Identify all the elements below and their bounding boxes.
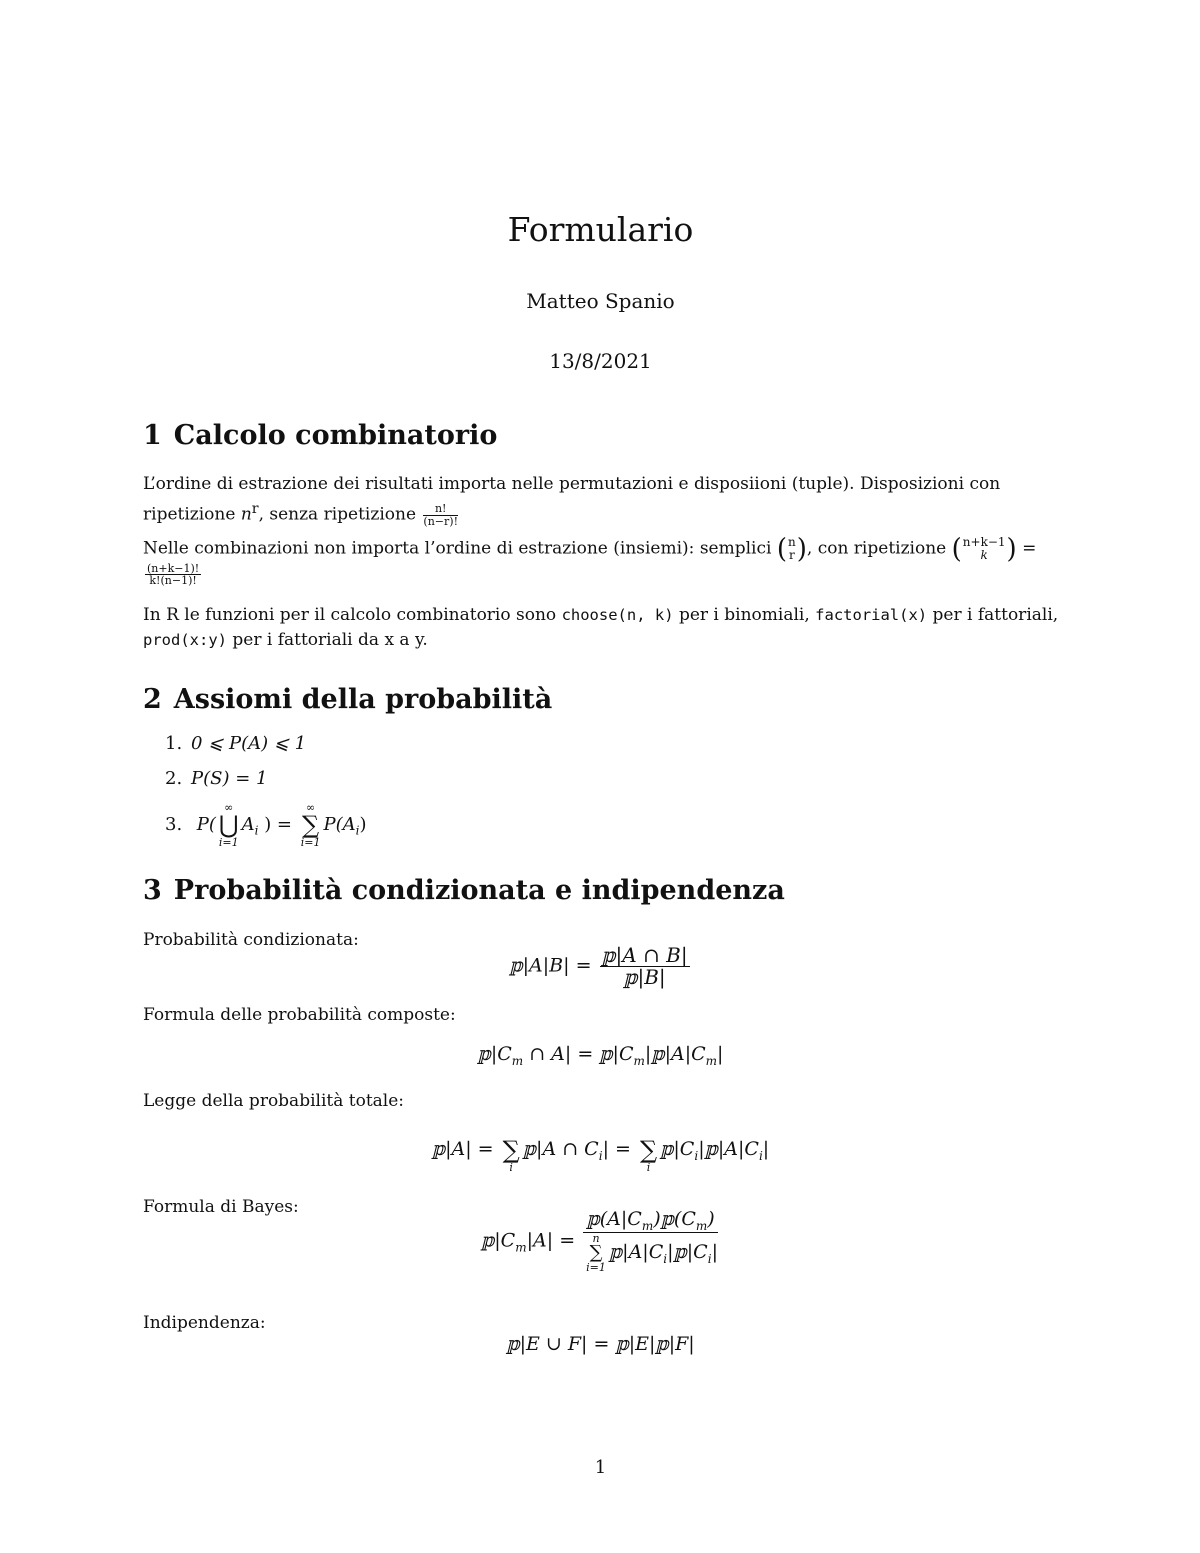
- document-page: [143, 0, 1063, 1553]
- section-heading-3: [143, 875, 785, 906]
- formula-conditional: 𝕡|A|B| = $\frac{\text{𝕡|A ∩ B|}}{\text{𝕡|B|}}$: [509, 943, 688, 989]
- text: , con ripetizione: [806, 538, 947, 559]
- formula-bayes: $𝕡|C_m|A|$ = $𝕡(A|C_m)𝕡(C_m)$ n ∑ i=1 $𝕡|A|C_i|𝕡|C_i|$: [481, 1208, 718, 1275]
- paragraph-combinazioni: [143, 532, 1061, 588]
- math-var: n: [240, 504, 252, 525]
- label-total: Legge della probabilità totale:: [143, 1091, 405, 1111]
- document-title: Formulario: [507, 210, 694, 249]
- fraction: $\frac{\text{𝕡|A ∩ B|}}{\text{𝕡|B|}}$: [601, 943, 688, 989]
- union-operator: ∞ ⋃ i=1: [218, 801, 239, 849]
- document-date: 13/8/2021: [549, 349, 652, 373]
- label-bayes: Formula di Bayes:: [143, 1197, 299, 1217]
- fraction: $\frac{n!}{(n-r)!}$: [423, 502, 458, 528]
- code: prod(x:y): [143, 631, 227, 649]
- formula-independence: 𝕡|E ∪ F| = 𝕡|E|𝕡|F|: [506, 1333, 695, 1355]
- section-title: Probabilità condizionata e indipendenza: [173, 875, 785, 906]
- label-conditional: Probabilità condizionata:: [143, 930, 359, 950]
- label-independence: Indipendenza:: [143, 1313, 266, 1333]
- section-number: 1: [143, 420, 162, 451]
- list-item: 1. 0 ⩽ P(A) ⩽ 1: [165, 733, 307, 754]
- document-author: Matteo Spanio: [526, 289, 675, 313]
- section-heading-1: [143, 420, 497, 451]
- sum-operator: ∞ ∑ i=1: [300, 801, 321, 849]
- formula-composite: $𝕡|C_m$ ∩ $A| = 𝕡|C_m|𝕡|A|C_m|$: [477, 1043, 724, 1068]
- page-number: 1: [594, 1457, 607, 1478]
- section-number: 3: [143, 875, 162, 906]
- section-number: 2: [143, 684, 162, 715]
- text: per i fattoriali,: [932, 605, 1059, 625]
- text: per i binomiali,: [678, 605, 810, 625]
- list-item: 2. P(S) = 1: [165, 768, 268, 789]
- paragraph-disposizioni: [143, 472, 1061, 528]
- binomial: ( n+k−1 k ): [951, 532, 1017, 565]
- text: per i fattoriali da x a y.: [232, 630, 428, 650]
- section-heading-2: [143, 684, 552, 715]
- paragraph-r-functions: [143, 603, 1061, 653]
- code: factorial(x): [815, 606, 928, 624]
- math-sup: r: [251, 501, 259, 517]
- section-title: Calcolo combinatorio: [173, 420, 498, 451]
- equals: =: [1022, 538, 1037, 559]
- label-composite: Formula delle probabilità composte:: [143, 1005, 456, 1025]
- text: Nelle combinazioni non importa l’ordine di estrazione (insiemi): semplici: [143, 538, 772, 559]
- text: , senza ripetizione: [258, 504, 417, 525]
- text: L’ordine di estrazione dei risultati importa nelle permutazioni e disposiioni (tuple). Disposizioni con ripetizione: [143, 474, 1001, 525]
- fraction: $\frac{(n+k-1)!}{k!(n-1)!}$: [147, 561, 200, 588]
- code: choose(n, k): [561, 606, 674, 624]
- binomial: ( n r ): [776, 532, 807, 565]
- formula-total: 𝕡|A| = ∑ i 𝕡|A ∩ $C_i|$ = ∑ i $𝕡|C_i|𝕡|A|C_i|$: [431, 1136, 770, 1174]
- text: In R le funzioni per il calcolo combinatorio sono: [143, 605, 557, 625]
- section-title: Assiomi della probabilità: [173, 684, 553, 715]
- list-item: 3. P( ∞ ⋃ i=1 $A_i$ ) = ∞ ∑ i=1 $P(A_i)$: [165, 801, 367, 849]
